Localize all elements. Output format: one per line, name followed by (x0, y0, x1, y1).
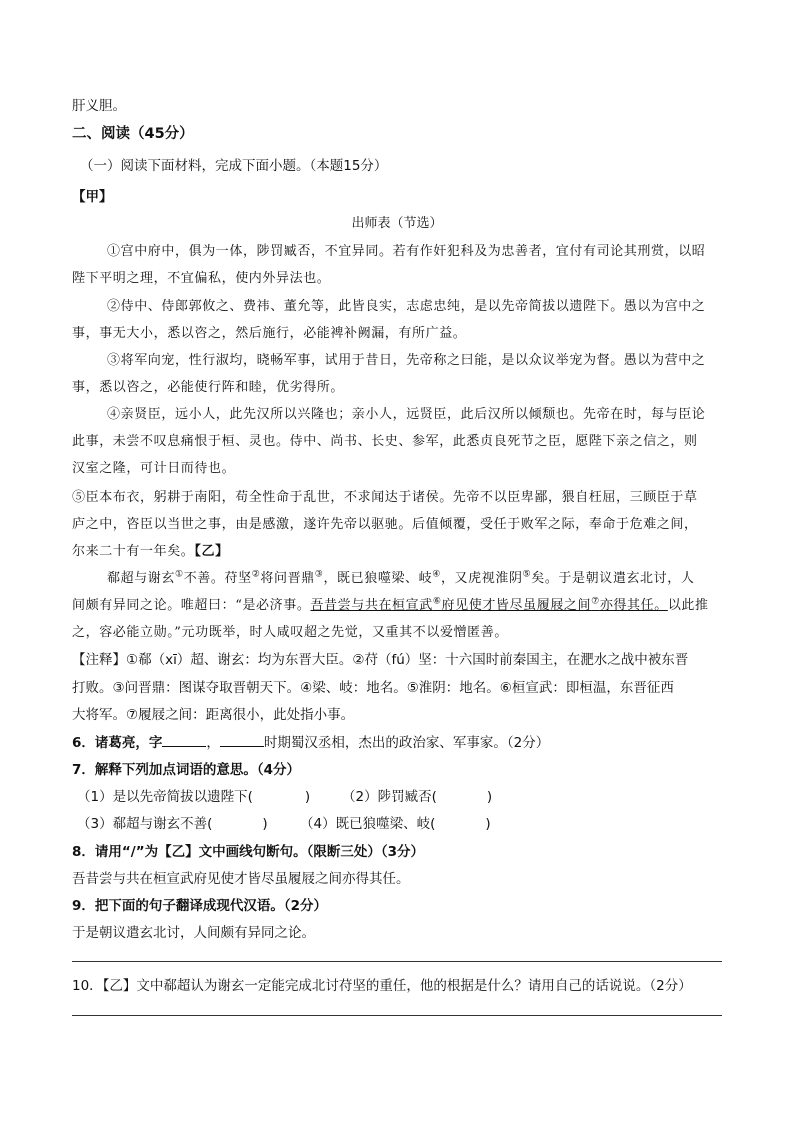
question-9-text: 于是朝议遣玄北讨，人间颇有异同之论。 (72, 925, 315, 941)
yi-text-line: 郗超与谢玄①不善。苻坚②将问晋鼎③，既已狼噬梁、岐④，又虎视淮阴⑤矣。于是朝议遣玄北讨，人 (107, 569, 695, 586)
passage-line: ③将军向宠，性行淑均，晓畅军事，试用于昔日，先帝称之曰能，是以众议举宠为督。愚以为营中之 (107, 353, 706, 368)
question-7-item: （3）郗超与谢玄不善( ) (77, 816, 268, 832)
passage-line: 庐之中，咨臣以当世之事，由是感激，遂许先帝以驱驰。后值倾覆，受任于败军之际，奉命于危难之间， (72, 517, 698, 532)
passage-line: ②侍中、侍郎郭攸之、费祎、董允等，此皆良实，志虑忠纯，是以先帝简拔以遗陛下。愚以为宫中之 (107, 299, 706, 314)
question-7-title: 7．解释下列加点词语的意思。（4分） (72, 762, 301, 778)
yi-text-line: 之，容必能立勋。”元功既举，时人咸叹超之先觉，又重其不以爱憎匿善。 (72, 625, 508, 640)
note-line: 【注释】①郗（xī）超、谢玄：均为东晋大臣。②苻（fú）坚：十六国时前秦国主，在淝水之战中被东晋 (72, 652, 689, 668)
underlined-sentence: 吾昔尝与共在桓宣武⑥府见使才皆尽虽履屐之间⑦亦得其任。 (310, 596, 668, 613)
question-7-item: （1）是以先帝简拔以遗陛下( ) (77, 789, 311, 805)
question-9-title: 9．把下面的句子翻译成现代汉语。（2分） (72, 898, 328, 914)
yi-label: 【乙】 (194, 544, 229, 559)
question-8-text: 吾昔尝与共在桓宣武府见使才皆尽虽履屐之间亦得其任。 (72, 871, 410, 887)
passage-line: ⑤臣本布衣，躬耕于南阳，苟全性命于乱世，不求闻达于诸侯。先帝不以臣卑鄙，猥自枉屈，三顾臣于草 (72, 490, 698, 505)
passage-line: 陛下平明之理，不宜偏私，使内外异法也。 (72, 271, 331, 286)
answer-blank[interactable] (162, 734, 206, 747)
jia-label: 【甲】 (72, 189, 113, 205)
passage-line: 此事，未尝不叹息痛恨于桓、灵也。侍中、尚书、长史、参军，此悉贞良死节之臣，愿陛下亲之信之，则 (72, 434, 698, 449)
question-7-item: （4）既已狼噬梁、岐( ) (300, 816, 491, 832)
passage-line: ④亲贤臣，远小人，此先汉所以兴隆也；亲小人，远贤臣，此后汉所以倾颓也。先帝在时，每与臣论 (107, 407, 706, 422)
yi-text-line: 间颇有异同之论。唯超曰：“是必济事。吾昔尝与共在桓宣武⑥府见使才皆尽虽履屐之间⑦亦得其任。以此推 (72, 596, 709, 613)
part1-instruction: （一）阅读下面材料，完成下面小题。（本题15分） (80, 158, 388, 174)
note-line: 大将军。⑦履屐之间：距离很小，此处指小事。 (72, 707, 355, 723)
note-line: 打败。③问晋鼎：图谋夺取晋朝天下。④梁、岐：地名。⑤淮阴：地名。⑥桓宣武：即桓温，东晋征西 (72, 680, 674, 696)
question-6: 6．诸葛亮，字 ， 时期蜀汉丞相，杰出的政治家、军事家。（2分） (72, 735, 550, 751)
answer-line[interactable] (72, 1015, 722, 1016)
intro-tail: 肝义胆。 (72, 98, 126, 114)
section-heading: 二、阅读（45分） (72, 126, 194, 142)
question-8-title: 8．请用“/”为【乙】文中画线句断句。（限断三处）（3分） (72, 844, 424, 860)
passage-end: 尔来二十有一年矣。 (72, 544, 195, 559)
question-10: 10．【乙】文中郗超认为谢玄一定能完成北讨苻坚的重任，他的根据是什么？请用自己的话说说。（2分） (72, 978, 692, 994)
passage-title: 出师表（节选） (351, 216, 443, 231)
passage-line: 事，悉以咨之，必能使行阵和睦，优劣得所。 (72, 380, 345, 395)
question-7-item: （2）陟罚臧否( ) (342, 789, 493, 805)
passage-line: ①宫中府中，俱为一体，陟罚臧否，不宜异同。若有作奸犯科及为忠善者，宜付有司论其刑赏，以昭 (107, 244, 706, 259)
answer-line[interactable] (72, 961, 722, 962)
passage-line (72, 540, 229, 559)
passage-line: 汉室之隆，可计日而待也。 (72, 461, 236, 476)
answer-blank[interactable] (220, 734, 264, 747)
passage-line: 事，事无大小，悉以咨之，然后施行，必能裨补阙漏，有所广益。 (72, 326, 467, 341)
